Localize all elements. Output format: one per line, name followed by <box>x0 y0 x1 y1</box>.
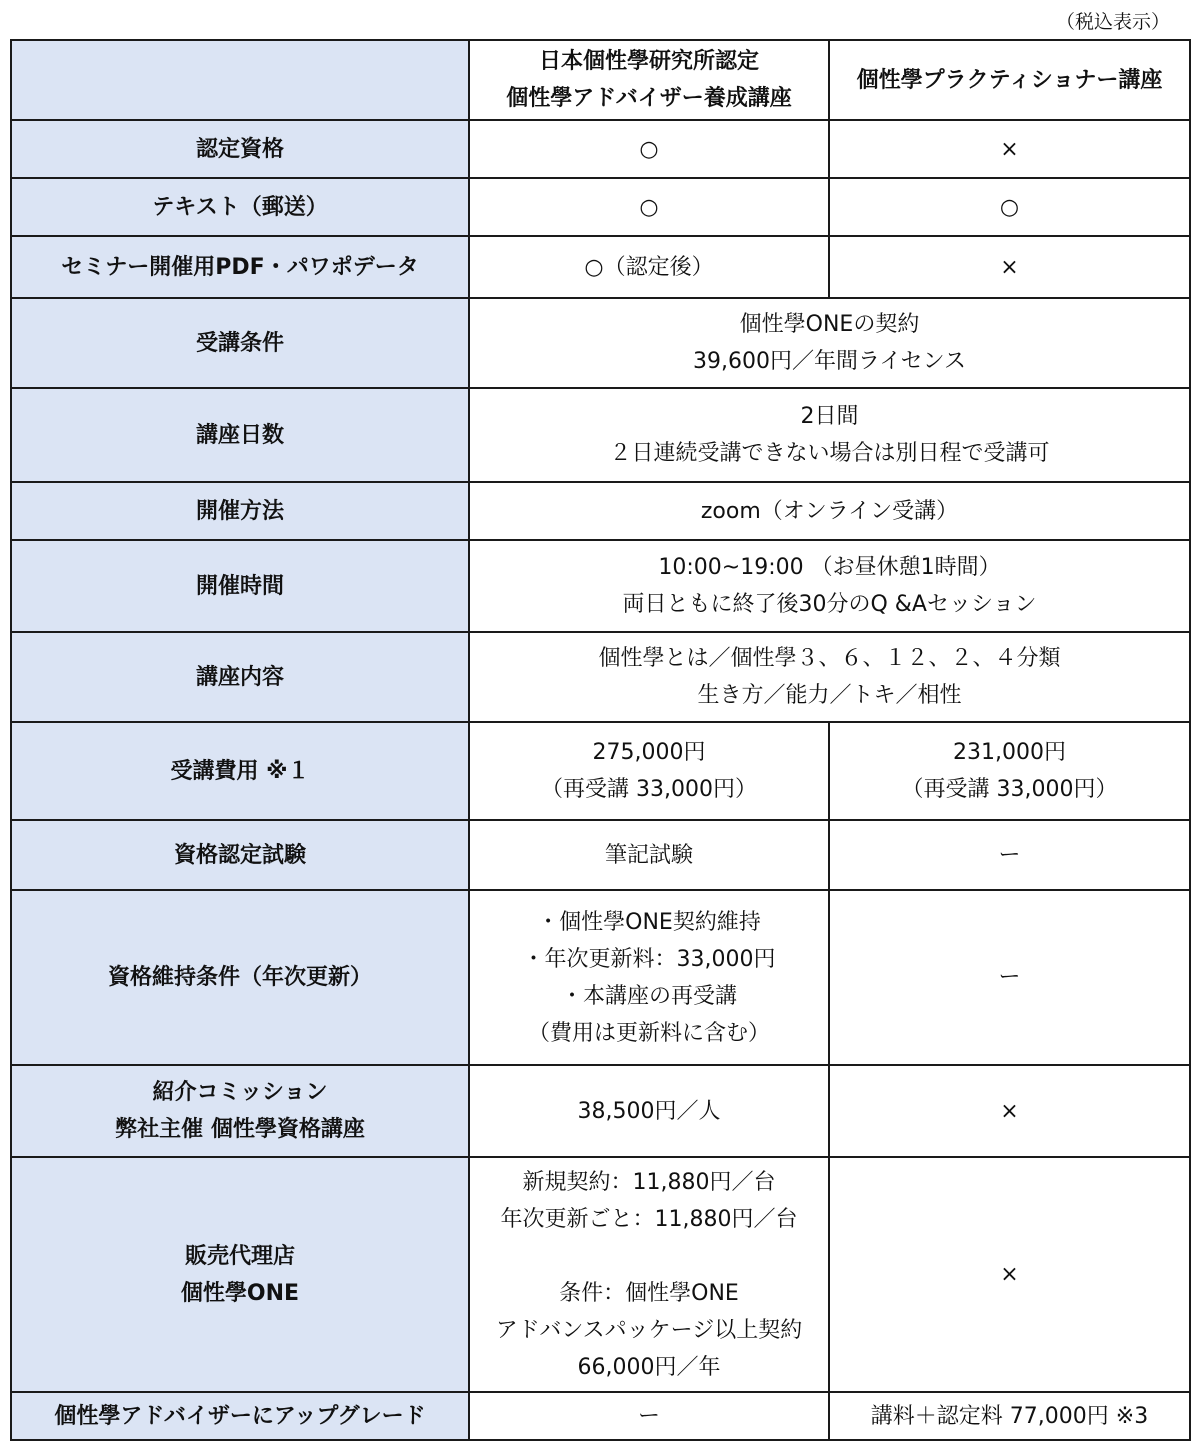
cell-line: ・年次更新料：33,000円 <box>522 946 776 972</box>
cell-line: アドバンスパッケージ以上契約 <box>495 1317 803 1343</box>
cell-line: ○（認定後） <box>584 254 714 280</box>
cell-line: 38,500円／人 <box>577 1098 721 1124</box>
cell-line: 講料＋認定料 77,000円 ※3 <box>870 1403 1149 1429</box>
cell-line: 開催方法 <box>195 498 284 524</box>
cell-line: 販売代理店 <box>184 1243 295 1269</box>
advisor-course-value <box>469 120 829 178</box>
cell-line: 年次更新ごと：11,880円／台 <box>500 1206 798 1232</box>
table-row <box>11 1065 1190 1157</box>
advisor-course-value <box>469 236 829 298</box>
cell-line: 2日間 <box>800 404 859 429</box>
cell-line: 個性學とは／個性學３、６、１２、２、４分類 <box>598 646 1061 671</box>
practitioner-course-value <box>829 1065 1190 1157</box>
cell-line: 新規契約：11,880円／台 <box>522 1169 776 1195</box>
table-row <box>11 482 1190 540</box>
cell-line: ー <box>637 1403 660 1429</box>
practitioner-course-value <box>829 820 1190 890</box>
cell-line: × <box>1000 1098 1019 1124</box>
header-advisor-course <box>469 40 829 120</box>
table-row <box>11 722 1190 820</box>
comparison-table <box>10 39 1191 1441</box>
shared-value-cell <box>469 482 1190 540</box>
cell-line: 開催時間 <box>195 573 284 599</box>
cell-line: ・本講座の再受講 <box>560 983 737 1009</box>
cell-line: 講座日数 <box>195 422 284 448</box>
row-label <box>11 482 469 540</box>
cell-line: ○ <box>639 136 659 162</box>
cell-line: 条件：個性學ONE <box>559 1280 739 1306</box>
cell-line: ー <box>998 965 1021 990</box>
shared-value-cell <box>469 540 1190 632</box>
row-label <box>11 236 469 298</box>
cell-line: テキスト（郵送） <box>152 194 328 220</box>
cell-line: （再受講 33,000円） <box>541 777 757 802</box>
cell-line: 個性學プラクティショナー講座 <box>856 67 1163 93</box>
practitioner-course-value <box>829 1157 1190 1392</box>
cell-line: 講座内容 <box>195 664 284 690</box>
row-label <box>11 298 469 388</box>
cell-line: 弊社主催 個性學資格講座 <box>115 1117 365 1142</box>
cell-line: 個性學アドバイザーにアップグレード <box>54 1403 426 1429</box>
header-empty-cell <box>11 40 469 120</box>
cell-line: 受講条件 <box>195 330 284 356</box>
cell-line: セミナー開催用PDF・パワポデータ <box>61 254 419 280</box>
blank-line <box>474 1238 824 1275</box>
row-label <box>11 1065 469 1157</box>
row-label <box>11 178 469 236</box>
practitioner-course-value <box>829 890 1190 1065</box>
table-row <box>11 120 1190 178</box>
advisor-course-value <box>469 1392 829 1440</box>
cell-line: 両日ともに終了後30分のQ &Aセッション <box>622 592 1037 617</box>
shared-value-cell <box>469 388 1190 482</box>
row-label <box>11 388 469 482</box>
cell-line: × <box>1000 254 1019 280</box>
row-label <box>11 1392 469 1440</box>
cell-line: ・個性學ONE契約維持 <box>537 909 761 935</box>
table-row <box>11 632 1190 722</box>
advisor-course-value <box>469 722 829 820</box>
cell-line: ー <box>998 842 1021 868</box>
table-row <box>11 820 1190 890</box>
cell-line: ○ <box>999 194 1020 220</box>
row-label <box>11 540 469 632</box>
cell-line: 個性學ONEの契約 <box>739 312 920 337</box>
table-row <box>11 236 1190 298</box>
practitioner-course-value <box>829 178 1190 236</box>
practitioner-course-value <box>829 1392 1190 1440</box>
header-practitioner-course <box>829 40 1190 120</box>
cell-line: 66,000円／年 <box>577 1354 721 1380</box>
table-row <box>11 540 1190 632</box>
cell-line: zoom（オンライン受講） <box>700 498 959 524</box>
cell-line: （再受講 33,000円） <box>901 777 1118 802</box>
table-row <box>11 890 1190 1065</box>
cell-line: 紹介コミッション <box>152 1080 328 1105</box>
table-row <box>11 388 1190 482</box>
table-row <box>11 1157 1190 1392</box>
row-label <box>11 890 469 1065</box>
cell-line: ○ <box>639 194 659 220</box>
row-label <box>11 632 469 722</box>
cell-line: 231,000円 <box>953 740 1066 765</box>
shared-value-cell <box>469 632 1190 722</box>
advisor-course-value <box>469 820 829 890</box>
tax-note: （税込表示） <box>1055 11 1170 33</box>
cell-line: × <box>1000 136 1019 162</box>
cell-line: ２日連続受講できない場合は別日程で受講可 <box>609 441 1050 466</box>
advisor-course-value <box>469 178 829 236</box>
cell-line: 個性學アドバイザー養成講座 <box>506 86 792 111</box>
practitioner-course-value <box>829 722 1190 820</box>
row-label <box>11 722 469 820</box>
row-label <box>11 820 469 890</box>
practitioner-course-value <box>829 236 1190 298</box>
cell-line: 275,000円 <box>592 740 706 765</box>
cell-line: 10:00~19:00 （お昼休憩1時間） <box>658 555 1001 580</box>
advisor-course-value <box>469 1157 829 1392</box>
table-row <box>11 1392 1190 1440</box>
cell-line: （費用は更新料に含む） <box>527 1020 770 1046</box>
practitioner-course-value <box>829 120 1190 178</box>
cell-line: 認定資格 <box>195 136 284 162</box>
row-label <box>11 1157 469 1392</box>
cell-line: 個性學ONE <box>180 1280 300 1306</box>
advisor-course-value <box>469 890 829 1065</box>
cell-line: 資格維持条件（年次更新） <box>107 965 372 990</box>
table-row <box>11 298 1190 388</box>
cell-line: × <box>1000 1262 1019 1287</box>
row-label <box>11 120 469 178</box>
cell-line: 生き方／能力／トキ／相性 <box>697 683 962 708</box>
table-row <box>11 178 1190 236</box>
cell-line: 資格認定試験 <box>173 842 306 868</box>
cell-line: 日本個性學研究所認定 <box>538 49 759 74</box>
advisor-course-value <box>469 1065 829 1157</box>
cell-line: 筆記試験 <box>604 842 693 868</box>
shared-value-cell <box>469 298 1190 388</box>
table-header-row <box>11 40 1190 120</box>
cell-line: 39,600円／年間ライセンス <box>693 349 966 374</box>
cell-line: 受講費用 ※１ <box>170 758 310 784</box>
